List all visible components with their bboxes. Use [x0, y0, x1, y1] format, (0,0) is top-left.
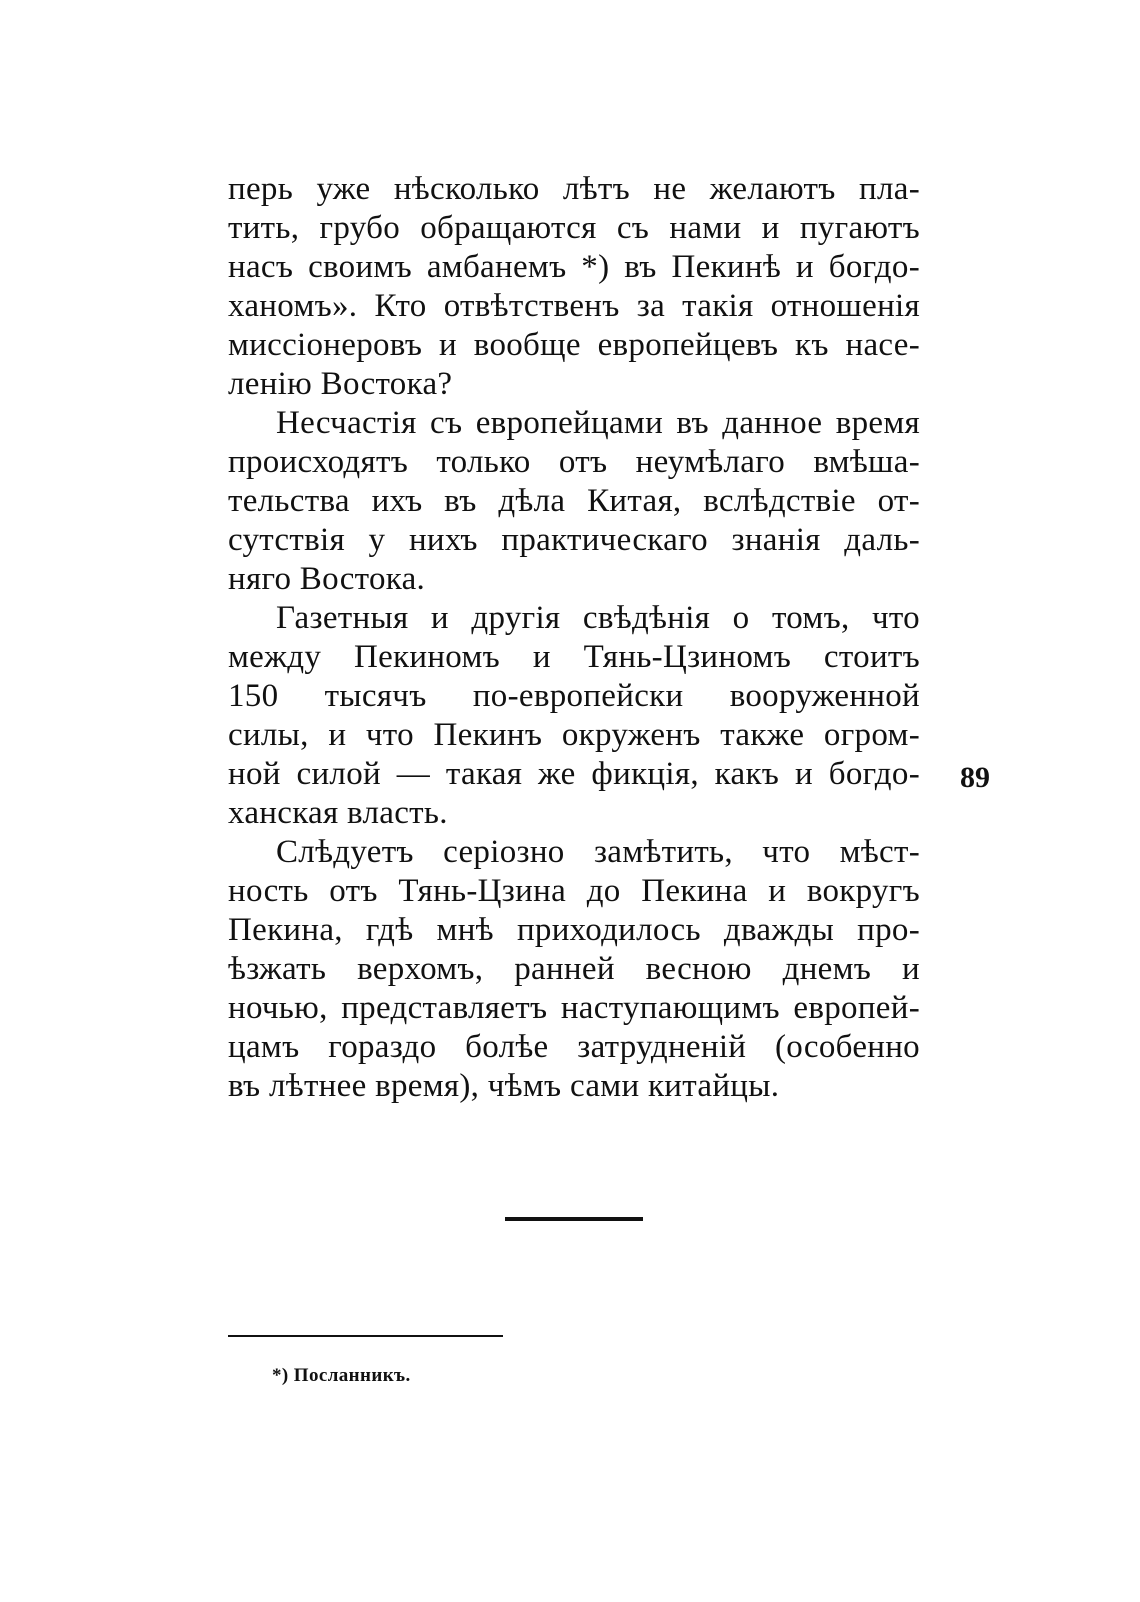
footnote: *) Посланникъ. [272, 1365, 411, 1386]
text-line: силы, и что Пекинъ окруженъ также огром- [228, 717, 920, 753]
text-line: перь уже нѣсколько лѣтъ не желаютъ пла- [228, 171, 920, 207]
text-line: Газетныя и другія свѣдѣнія о томъ, что [276, 600, 920, 636]
paragraph [228, 404, 920, 599]
text-line: Пекина, гдѣ мнѣ приходилось дважды про- [228, 912, 920, 948]
text-line: происходятъ только отъ неумѣлаго вмѣша- [228, 444, 920, 480]
text-line: Слѣдуетъ серіозно замѣтить, что мѣст- [276, 834, 920, 870]
text-line: миссіонеровъ и вообще европейцевъ къ насе- [228, 327, 920, 363]
text-line: въ лѣтнее время), чѣмъ сами китайцы. [228, 1068, 780, 1104]
text-line: тельства ихъ въ дѣла Китая, вслѣдствіе от- [228, 483, 920, 519]
paragraph [228, 599, 920, 833]
text-line: цамъ гораздо болѣе затрудненій (особенно [228, 1029, 920, 1065]
page-number: 89 [960, 761, 990, 794]
section-end-rule [505, 1217, 643, 1221]
text-line: ханская власть. [228, 795, 448, 831]
text-line: между Пекиномъ и Тянь-Цзиномъ стоитъ [228, 639, 920, 675]
paragraph [228, 833, 920, 1106]
text-line: ночью, представляетъ наступающимъ европей- [228, 990, 920, 1026]
text-line: ной силой — такая же фикція, какъ и богдо- [228, 756, 920, 792]
text-line: ханомъ». Кто отвѣтственъ за такія отношенія [228, 288, 920, 324]
text-line: Несчастія съ европейцами въ данное время [276, 405, 920, 441]
text-line: ѣзжать верхомъ, ранней весною днемъ и [228, 951, 920, 987]
text-line: ленію Востока? [228, 366, 453, 402]
text-line: сутствія у нихъ практическаго знанія даль- [228, 522, 920, 558]
text-line: насъ своимъ амбанемъ *) въ Пекинѣ и богдо- [228, 249, 920, 285]
footnote-divider [228, 1335, 503, 1337]
body-text [228, 170, 920, 1106]
paragraph [228, 170, 920, 404]
text-line: ность отъ Тянь-Цзина до Пекина и вокругъ [228, 873, 920, 909]
text-line: тить, грубо обращаются съ нами и пугаютъ [228, 210, 920, 246]
text-line: 150 тысячъ по-европейски вооруженной [228, 678, 920, 714]
text-line: няго Востока. [228, 561, 426, 597]
